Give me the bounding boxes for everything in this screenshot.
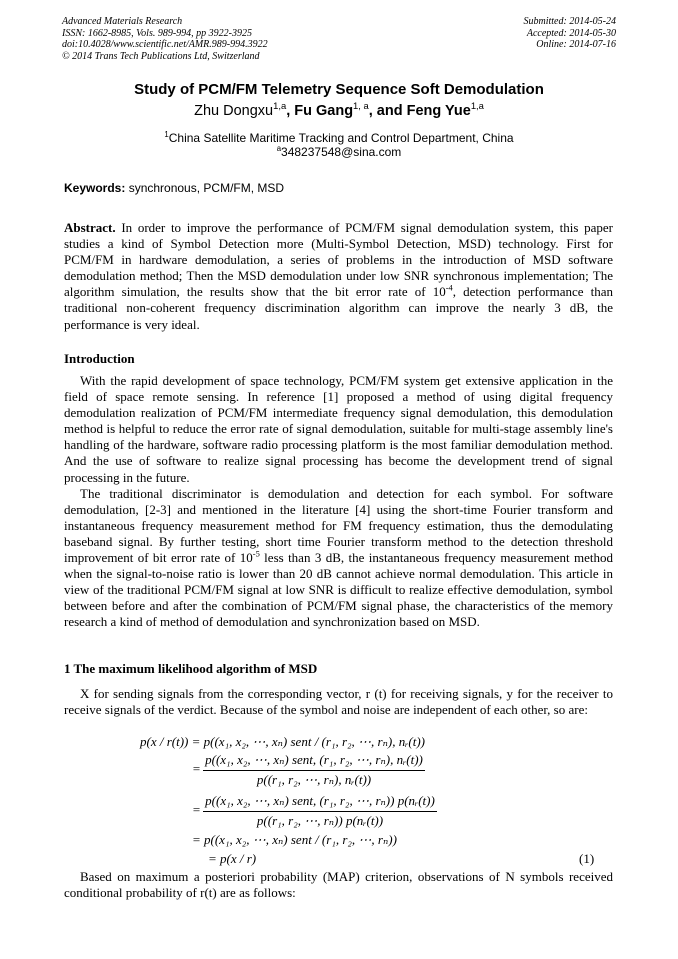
submitted-date: Submitted: 2014-05-24 — [523, 16, 616, 27]
fraction-bar-1 — [203, 770, 425, 771]
section-1-paragraph-2: Based on maximum a posteriori probability (MAP) criterion, observations of N symbols received conditional probability of r(t) are as follows: — [64, 869, 613, 901]
introduction-paragraph-1: With the rapid development of space technology, PCM/FM system get extensive application in the field of space remote sensing. In reference [1] proposed a method of using digital frequency demodulation realization of PCM/FM intermediate frequency signal demodulation, this demodulation method is helpful to reduce the error rate of signal demodulation, suitable for multi-stage assembly line's handling of the hardware, software radio processing platform is the most familiar demodulation method. And the use of software to realize signal processing has become the development trend of signal processing in the future. — [64, 373, 613, 485]
author-2: , Fu Gang — [286, 103, 354, 119]
abstract-label: Abstract. — [64, 220, 116, 235]
journal-header — [62, 16, 268, 62]
equation-line-1: p(x / r(t)) = p((x₁, x₂, ⋯, xₙ) sent / (r₁, r₂, ⋯, rₙ), nᵣ(t)) — [140, 734, 425, 749]
equation-eq-sign-1: = — [192, 761, 201, 776]
keywords-label: Keywords: — [64, 181, 126, 195]
author-email: 348237548@sina.com — [281, 145, 402, 159]
author-3: , and Feng Yue — [368, 103, 471, 119]
equation-line-5: = p(x / r) — [208, 851, 257, 866]
dates-header — [524, 16, 617, 51]
journal-name: Advanced Materials Research — [62, 16, 183, 27]
author-1: Zhu Dongxu — [194, 103, 274, 119]
equation-fraction-2-numerator: p((x₁, x₂, ⋯, xₙ) sent, (r₁, r₂, ⋯, rₙ)) p(nᵣ(t)) — [205, 793, 435, 808]
abstract: Abstract. In order to improve the performance of PCM/FM signal demodulation system, this paper studies a kind of Symbol Detection more (Multi-Symbol Detection, MSD) technology. First for PCM/FM in hardware demodulation, a series of problems in the introduction of MSD software demodulation method; Then the MSD demodulation under low SNR synchronous implementation; The algorithm simulation, the results show that the bit error rate of $10^{-4}$, detection performance than traditional non-coherent frequency discrimination algorithm can improve the nearly 3 dB, the performance is very ideal. — [64, 220, 613, 332]
section-1-heading: 1 The maximum likelihood algorithm of MSD — [64, 661, 318, 676]
author-list: Zhu Dongxu$^{1,a}$, Fu Gang$^{1, a}$, and Feng Yue$^{1,a}$ — [194, 100, 484, 119]
introduction-heading: Introduction — [64, 351, 135, 366]
copyright-line: © 2014 Trans Tech Publications Ltd, Switzerland — [62, 50, 260, 62]
equation-line-4: = p((x₁, x₂, ⋯, xₙ) sent / (r₁, r₂, ⋯, rₙ)) — [192, 832, 397, 847]
keywords — [64, 181, 284, 195]
equation-fraction-1-denominator: p((r₁, r₂, ⋯, rₙ), nᵣ(t)) — [256, 772, 372, 787]
affiliation: $^1$China Satellite Maritime Tracking and Control Department, China $^a$348237548@sina.com — [164, 130, 514, 159]
issn-line: ISSN: 1662-8985, Vols. 989-994, pp 3922-3925 — [62, 27, 252, 39]
equation-eq-sign-2: = — [192, 802, 201, 817]
fraction-bar-2 — [203, 811, 437, 812]
equation-fraction-1-numerator: p((x₁, x₂, ⋯, xₙ) sent, (r₁, r₂, ⋯, rₙ), nᵣ(t)) — [205, 752, 423, 767]
section-1-paragraph-1: X for sending signals from the corresponding vector, r (t) for receiving signals, y for the receiver to receive signals of the verdict. Because of the symbol and noise are independent of each other, so are: — [64, 686, 613, 718]
introduction-paragraph-2: The traditional discriminator is demodulation and detection for each symbol. For software demodulation, [2-3] and mentioned in the literature [4] using the short-time Fourier transform and instantaneous frequency measurement method for FM frequency estimation, thus the demodulating baseband signal. By further testing, short time Fourier transform method to the detection threshold improvement of bit error rate of $10^{-5}$ less than 3 dB, the instantaneous frequency measurement method when the signal-to-noise ratio is lower than 20 dB cannot achieve normal demodulation. This article in view of the traditional PCM/FM signal at low SNR is difficult to realize effective demodulation, symbol between before and after the combination of PCM/FM signal phase, the characteristics of the memory research a kind of method of demodulation and synchronization based on MSD. — [64, 485, 613, 630]
doi-line: doi:10.4028/www.scientific.net/AMR.989-994.3922 — [62, 39, 268, 51]
keywords-text: synchronous, PCM/FM, MSD — [125, 181, 285, 195]
paper-title: Study of PCM/FM Telemetry Sequence Soft Demodulation — [134, 81, 544, 98]
accepted-date: Accepted: 2014-05-30 — [526, 27, 616, 39]
online-date: Online: 2014-07-16 — [536, 39, 616, 51]
equation-fraction-2-denominator: p((r₁, r₂, ⋯, rₙ)) p(nᵣ(t)) — [256, 813, 384, 828]
introduction-body — [64, 373, 613, 631]
affiliation-name: China Satellite Maritime Tracking and Control Department, China — [168, 131, 514, 145]
equation-number: (1) — [579, 851, 595, 866]
